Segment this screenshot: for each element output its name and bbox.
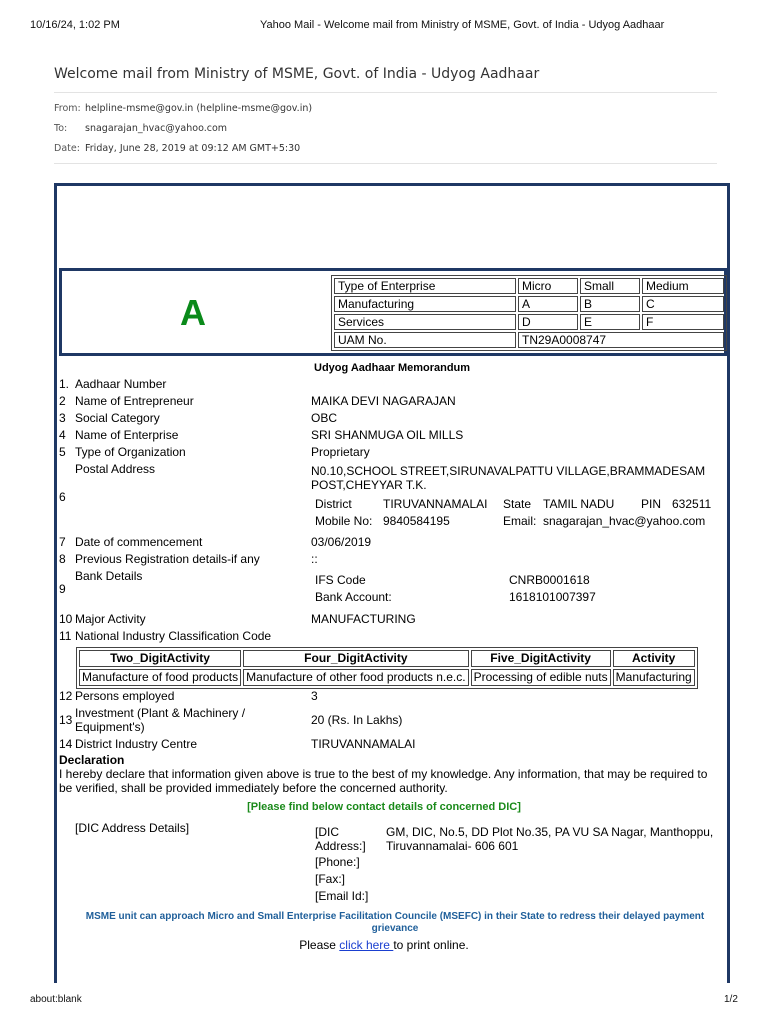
- field-label: Equipment's): [75, 720, 145, 734]
- mobile-label: Mobile No:: [315, 514, 373, 528]
- row-number: 6: [59, 490, 66, 504]
- major-activity: MANUFACTURING: [311, 612, 416, 626]
- row-number: 4: [59, 428, 66, 442]
- row-number: 5: [59, 445, 66, 459]
- field-label: Persons employed: [75, 689, 175, 703]
- row-number: 2: [59, 394, 66, 408]
- email-label: Email:: [503, 514, 537, 528]
- declaration-title: Declaration: [59, 753, 125, 767]
- table-row: [334, 296, 724, 312]
- msefc-notice-line: grievance: [371, 923, 419, 934]
- email-subject: Welcome mail from Ministry of MSME, Govt. of India - Udyog Aadhaar: [54, 66, 540, 82]
- field-label: Name of Enterprise: [75, 428, 179, 442]
- social-category: OBC: [311, 411, 338, 425]
- from-label: From:: [54, 103, 81, 114]
- mobile-value: 9840584195: [383, 514, 450, 528]
- postal-address-line2: POST,CHEYYAR T.K.: [311, 478, 427, 492]
- enterprise-name: SRI SHANMUGA OIL MILLS: [311, 428, 464, 442]
- print-online-line: [0, 938, 768, 952]
- table-cell: Micro: [518, 278, 578, 294]
- print-url: about:blank: [30, 994, 82, 1005]
- enterprise-category-letter: A: [180, 292, 206, 333]
- row-number: 3: [59, 411, 66, 425]
- divider: [54, 92, 717, 93]
- row-number: 12: [59, 689, 73, 703]
- table-cell: Type of Enterprise: [334, 278, 516, 294]
- field-label: National Industry Classification Code: [75, 629, 272, 643]
- dic-heading: [Please find below contact details of concerned DIC]: [247, 801, 521, 813]
- divider: [54, 163, 717, 164]
- column-header: Activity: [613, 650, 695, 667]
- field-label: Bank Details: [75, 569, 143, 583]
- column-header: Four_DigitActivity: [243, 650, 468, 667]
- print-page-title: Yahoo Mail - Welcome mail from Ministry of MSME, Govt. of India - Udyog Aadhaar: [260, 19, 665, 31]
- table-row: [334, 332, 724, 348]
- table-cell: Services: [334, 314, 516, 330]
- organization-type: Proprietary: [311, 445, 370, 459]
- row-number: 7: [59, 535, 66, 549]
- msefc-notice: [70, 911, 720, 935]
- row-number: 8: [59, 552, 66, 566]
- field-label: Previous Registration details-if any: [75, 552, 260, 566]
- enterprise-type-table: [331, 275, 727, 351]
- table-cell: Processing of edible nuts: [471, 669, 611, 686]
- print-page-number: 1/2: [724, 994, 738, 1005]
- pin-label: PIN: [641, 497, 662, 511]
- to-address[interactable]: snagarajan_hvac@yahoo.com: [85, 123, 228, 134]
- table-cell: F: [642, 314, 724, 330]
- dic-address-label: Address:]: [315, 839, 366, 853]
- district-industry-centre: TIRUVANNAMALAI: [311, 737, 416, 751]
- field-label: Major Activity: [75, 612, 146, 626]
- email-date: Friday, June 28, 2019 at 09:12 AM GMT+5:30: [85, 143, 301, 154]
- row-number: 14: [59, 737, 73, 751]
- table-cell: Small: [580, 278, 640, 294]
- state-label: State: [503, 497, 532, 511]
- dic-email-label: [Email Id:]: [315, 889, 369, 903]
- column-header: Five_DigitActivity: [471, 650, 611, 667]
- dic-details-label: [DIC Address Details]: [75, 821, 190, 835]
- ifs-code: CNRB0001618: [509, 573, 590, 587]
- email-value[interactable]: snagarajan_hvac@yahoo.com: [543, 514, 706, 528]
- print-suffix: to print online.: [393, 938, 469, 952]
- uam-label: UAM No.: [334, 332, 516, 348]
- row-number: 1.: [59, 377, 70, 391]
- field-label: Investment (Plant & Machinery /: [75, 706, 246, 720]
- print-prefix: Please: [299, 938, 340, 952]
- row-number: 13: [59, 713, 73, 727]
- bank-account-number: 1618101007397: [509, 590, 596, 604]
- entrepreneur-name: MAIKA DEVI NAGARAJAN: [311, 394, 456, 408]
- uam-number: TN29A0008747: [518, 332, 724, 348]
- print-datetime: 10/16/24, 1:02 PM: [30, 19, 120, 31]
- table-cell: B: [580, 296, 640, 312]
- table-cell: A: [518, 296, 578, 312]
- field-label: Postal Address: [75, 462, 156, 476]
- table-cell: Manufacture of food products: [79, 669, 241, 686]
- table-header-row: [79, 650, 695, 667]
- table-cell: E: [580, 314, 640, 330]
- persons-employed: 3: [311, 689, 318, 703]
- nic-code-table: [76, 647, 698, 689]
- district-value: TIRUVANNAMALAI: [383, 497, 488, 511]
- table-row: [79, 669, 695, 686]
- date-label: Date:: [54, 143, 80, 154]
- table-cell: Manufacturing: [334, 296, 516, 312]
- dic-address-line1: GM, DIC, No.5, DD Plot No.35, PA VU SA Nagar, Manthoppu,: [386, 825, 714, 839]
- dic-address-label: [DIC: [315, 825, 339, 839]
- table-cell: C: [642, 296, 724, 312]
- bank-account-label: Bank Account:: [315, 590, 392, 604]
- field-label: Aadhaar Number: [75, 377, 167, 391]
- field-label: Date of commencement: [75, 535, 203, 549]
- field-label: Type of Organization: [75, 445, 186, 459]
- msefc-notice-line: MSME unit can approach Micro and Small Enterprise Facilitation Councile (MSEFC) in their State to redress their delayed payment: [85, 911, 705, 922]
- from-address[interactable]: helpline-msme@gov.in (helpline-msme@gov.in): [85, 103, 313, 114]
- table-cell: Manufacture of other food products n.e.c.: [243, 669, 468, 686]
- postal-address-line1: N0.10,SCHOOL STREET,SIRUNAVALPATTU VILLAGE,BRAMMADESAM: [311, 464, 706, 478]
- column-header: Two_DigitActivity: [79, 650, 241, 667]
- table-cell: D: [518, 314, 578, 330]
- previous-registration: ::: [311, 552, 318, 566]
- row-number: 10: [59, 612, 73, 626]
- field-label: Social Category: [75, 411, 160, 425]
- table-row: [334, 314, 724, 330]
- field-label: Name of Entrepreneur: [75, 394, 194, 408]
- pin-value: 632511: [672, 497, 712, 511]
- investment-value: 20 (Rs. In Lakhs): [311, 713, 403, 727]
- dic-address-line2: Tiruvannamalai- 606 601: [386, 839, 519, 853]
- dic-fax-label: [Fax:]: [315, 872, 346, 886]
- commencement-date: 03/06/2019: [311, 535, 372, 549]
- row-number: 9: [59, 582, 66, 596]
- to-label: To:: [54, 123, 68, 134]
- memorandum-title: Udyog Aadhaar Memorandum: [314, 362, 471, 374]
- state-value: TAMIL NADU: [543, 497, 615, 511]
- dic-phone-label: [Phone:]: [315, 855, 360, 869]
- ifs-label: IFS Code: [315, 573, 366, 587]
- district-label: District: [315, 497, 352, 511]
- table-row: [334, 278, 724, 294]
- declaration-text: I hereby declare that information given above is true to the best of my knowledge. Any information, that may be required to be verified, shall be provided immediately before the concerned authority.: [59, 767, 708, 795]
- row-number: 11: [59, 629, 72, 643]
- click-here-link[interactable]: click here: [339, 938, 394, 952]
- table-cell: Manufacturing: [613, 669, 695, 686]
- table-cell: Medium: [642, 278, 724, 294]
- field-label: District Industry Centre: [75, 737, 198, 751]
